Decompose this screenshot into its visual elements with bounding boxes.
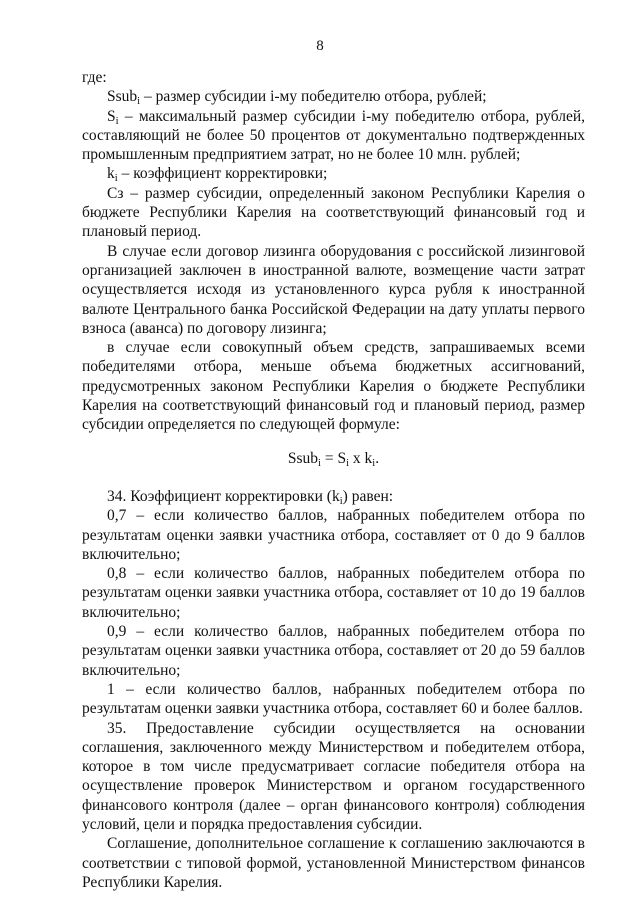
- si-index: i: [115, 115, 119, 127]
- sz-definition: Сз – размер субсидии, определенный законом Республики Карелия о бюджете Республики Карелия на соответствующий финансовый год и плановый период.: [82, 184, 585, 241]
- leasing-paragraph: В случае если договор лизинга оборудования с российской лизинговой организацией заключен в иностранной валюте, возмещение части затрат осуществляется исходя из установленного курса рубля к иностранной валюте Центрального банка Российской Федерации на дату уплаты первого взноса (аванса) по договору лизинга;: [82, 242, 585, 337]
- agreement-paragraph: Соглашение, дополнительное соглашение к соглашению заключаются в соответствии с типовой формой, установленной Министерством финансов Республики Карелия.: [82, 835, 585, 891]
- coefficient-row-09: 0,9 – если количество баллов, набранных победителем отбора по результатам оценки заявки участника отбора, составляет от 20 до 59 баллов включительно;: [82, 623, 585, 679]
- si-text: – максимальный размер субсидии i-му победителю отбора, рублей, составляющий не более 50 процентов от документально подтвержденных промышленным предприятием затрат, но не более 10 млн. рублей;: [82, 107, 585, 164]
- ki-symbol: k: [107, 165, 115, 183]
- si-symbol: S: [107, 107, 116, 125]
- item-34-heading: 34. Коэффициент корректировки $(k_i)$ равен:: [107, 487, 394, 507]
- ssub-index: i: [137, 96, 141, 108]
- ssub-symbol: Ssub: [107, 88, 138, 106]
- ki-text: – коэффициент корректировки;: [117, 165, 328, 183]
- ki-index: i: [114, 173, 118, 185]
- where-label: где:: [82, 69, 107, 86]
- coefficient-row-08: 0,8 – если количество баллов, набранных победителем отбора по результатам оценки заявки участника отбора, составляет от 10 до 19 баллов включительно;: [82, 565, 585, 621]
- si-definition: [82, 107, 585, 165]
- total-volume-paragraph: в случае если совокупный объем средств, запрашиваемых всеми победителями отбора, меньше объема бюджетных ассигнований, предусмотренных законом Республики Карелия о бюджете Республики Карелия на соответствующий финансовый год и плановый период, размер субсидии определяется по следующей формуле:: [82, 339, 585, 434]
- item-35-paragraph: 35. Предоставление субсидии осуществляется на основании соглашения, заключенного между Министерством и победителем отбора, которое в том числе предусматривает согласие победителя отбора на осуществление проверок Министерством и органом государственного финансового контроля (далее – орган финансового контроля) соблюдения условий, цели и порядка предоставления субсидии.: [82, 719, 585, 833]
- document-body: [82, 68, 585, 892]
- ki-definition: [82, 164, 585, 183]
- ssub-definition: [82, 87, 585, 106]
- coefficient-row-07: 0,7 – если количество баллов, набранных победителем отбора по результатам оценки заявки участника отбора, составляет от 0 до 9 баллов включительно;: [82, 507, 585, 563]
- page-number: 8: [316, 38, 324, 54]
- coefficient-row-1: 1 – если количество баллов, набранных победителем отбора по результатам оценки заявки участника отбора, составляет 60 и более баллов.: [82, 680, 585, 718]
- ssub-text: – размер субсидии i-му победителю отбора, рублей;: [140, 88, 487, 106]
- subsidy-formula: Ssub$_i$ = $S_i$ x $k_i$.: [287, 449, 380, 469]
